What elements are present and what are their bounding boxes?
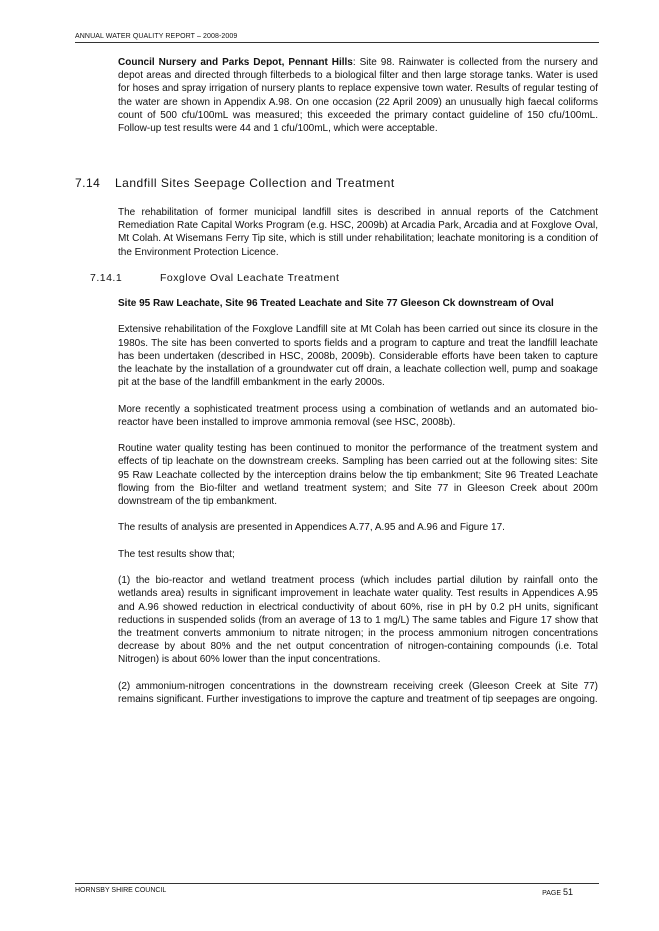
- section-number: 7.14: [75, 176, 101, 190]
- sites-heading: Site 95 Raw Leachate, Site 96 Treated Leachate and Site 77 Gleeson Ck downstream of Oval: [118, 298, 554, 309]
- subsection-body: [118, 297, 598, 719]
- paragraph: Routine water quality testing has been continued to monitor the performance of the treatment system and effects of tip leachate on the downstream creeks. Sampling has been carried out at the following sites: Site 95 Raw Leachate collected by the interception drains below the tip embankment; Site 96 Treated Leachate flowing from the Bio-filter and wetland treatment system; and Site 77 in Gleeson Creek about 200m downstream of the tip embankment.: [118, 443, 598, 507]
- intro-text: : Site 98. Rainwater is collected from the nursery and depot areas and directed through filterbeds to a biological filter and then large storage tanks. Water is used for hoses and spray irrigation of nursery plants to replace expensive town water. Results of regular testing of the water are shown in Appendix A.98. On one occasion (22 April 2009) an unusually high faecal coliforms count of 500 cfu/100mL was measured; this exceeded the primary contact guideline of 150 cfu/100mL. Follow-up test results were 44 and 1 cfu/100mL, which were acceptable.: [118, 57, 598, 135]
- subsection-heading: [90, 272, 339, 284]
- section-paragraph: The rehabilitation of former municipal landfill sites is described in annual reports of the Catchment Remediation Rate Capital Works Program (e.g. HSC, 2009b) at Arcadia Park, Arcadia and at Foxglove Oval, Mt Colah. At Wisemans Ferry Tip site, which is still under rehabilitation; leachate monitoring is a condition of the Environment Protection Licence.: [118, 207, 598, 258]
- paragraph: (1) the bio-reactor and wetland treatment process (which includes partial dilution by rainfall onto the wetlands area) results in significant improvement in leachate water quality. Test results in Appendices A.95 and A.96 showed reduction in electrical conductivity of about 60%, rise in pH by 0.2 pH units, significant reductions in suspended solids (from an average of 13 to 1 mg/L) The same tables and Figure 17 show that the treatment converts ammonium to nitrate nitrogen; in the process ammonium nitrogen concentrations decrease by about 80% and the net output concentration of nitrogen-containing compounds (i.e. Total Nitrogen) is about 60% lower than the input concentrations.: [118, 575, 598, 666]
- paragraph: Extensive rehabilitation of the Foxglove Landfill site at Mt Colah has been carried out since its closure in the 1980s. The site has been converted to sports fields and a program to capture and treat the landfill leachate has been undertaken (described in HSC, 2008b, 2009b). Considerable efforts have been taken to capture the leachate by the installation of a groundwater cut off drain, a leachate collection well, pump and soakage pit at the base of the landfill embankment in the early 2000s.: [118, 324, 598, 389]
- paragraph: (2) ammonium-nitrogen concentrations in the downstream receiving creek (Gleeson Creek at Site 77) remains significant. Further investigations to improve the capture and treatment of tip seepages are ongoing.: [118, 680, 598, 705]
- page-number: 51: [562, 887, 573, 897]
- paragraph: The results of analysis are presented in Appendices A.77, A.95 and A.96 and Figure 17.: [118, 522, 505, 534]
- intro-block: [118, 56, 598, 135]
- intro-bold-lead: Council Nursery and Parks Depot, Pennant Hills: [118, 57, 353, 68]
- page-label: PAGE: [542, 890, 562, 897]
- page-footer: [75, 883, 599, 897]
- report-title: ANNUAL WATER QUALITY REPORT – 2008-2009: [75, 33, 238, 40]
- paragraph: The test results show that;: [118, 548, 235, 560]
- section-title: Landfill Sites Seepage Collection and Treatment: [115, 176, 395, 190]
- page-header: [75, 33, 599, 43]
- page-indicator: [542, 887, 573, 897]
- section-heading: [75, 176, 395, 190]
- paragraph: More recently a sophisticated treatment process using a combination of wetlands and an automated bio-reactor have been installed to improve ammonia removal (see HSC, 2008b).: [118, 403, 598, 428]
- intro-paragraph: [118, 56, 598, 135]
- subsection-title: Foxglove Oval Leachate Treatment: [160, 272, 340, 284]
- subsection-number: 7.14.1: [90, 272, 123, 284]
- footer-organisation: HORNSBY SHIRE COUNCIL: [75, 887, 167, 894]
- section-body: [118, 206, 598, 259]
